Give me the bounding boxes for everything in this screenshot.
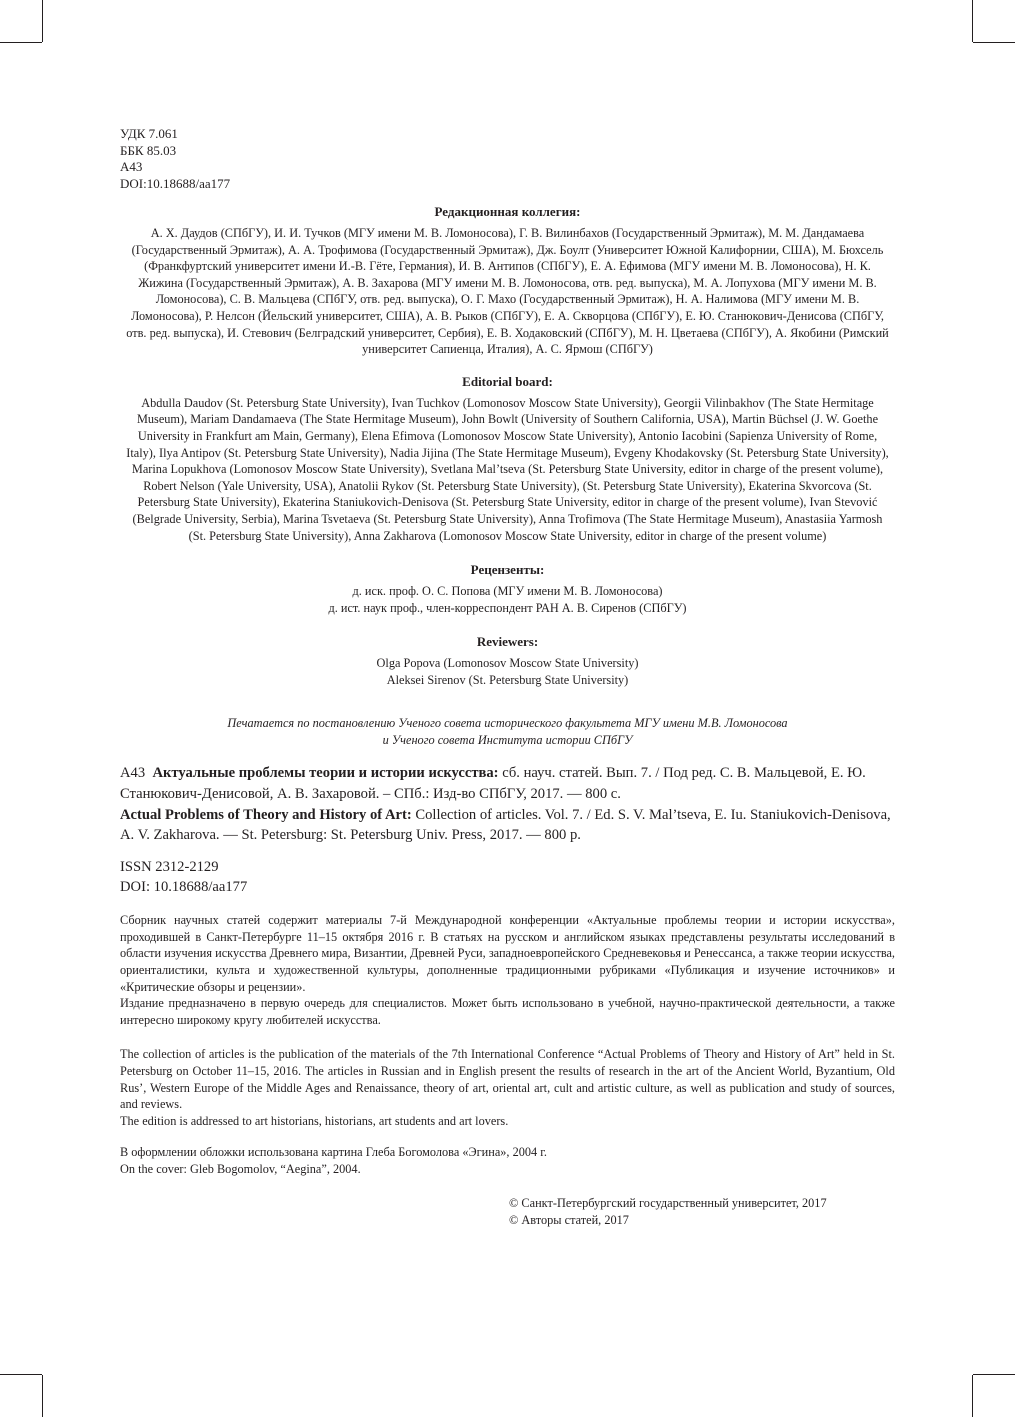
crop-mark-bottom-left-horizontal bbox=[0, 1374, 42, 1375]
abstract-en-paragraph-2: The edition is addressed to art historians, historians, art students and art lovers. bbox=[120, 1113, 509, 1128]
reviewer-ru-1: д. иск. проф. О. С. Попова (МГУ имени М. В. Ломоносова) bbox=[352, 584, 663, 599]
crop-mark-bottom-right-vertical bbox=[972, 1375, 973, 1417]
editorial-board-ru-title: Редакционная коллегия: bbox=[434, 204, 581, 219]
reviewers-ru-list bbox=[124, 583, 891, 616]
udc-code: УДК 7.061 bbox=[120, 126, 178, 141]
copyright-authors: © Авторы статей, 2017 bbox=[509, 1212, 629, 1227]
cover-credit-ru: В оформлении обложки использована картина Глеба Богомолова «Эгина», 2004 г. bbox=[120, 1145, 547, 1160]
crop-mark-bottom-left-vertical bbox=[42, 1375, 43, 1417]
reviewers-en-title: Reviewers: bbox=[476, 634, 539, 650]
issn-number: ISSN 2312-2129 bbox=[120, 859, 219, 876]
issn-block bbox=[120, 857, 895, 897]
crop-mark-top-right-horizontal bbox=[973, 42, 1015, 43]
classification-codes bbox=[120, 126, 895, 192]
copyright-university: © Санкт-Петербургский государственный университет, 2017 bbox=[509, 1195, 827, 1210]
publication-approval-note bbox=[120, 715, 895, 748]
abstract-en-paragraph-1: The collection of articles is the publication of the materials of the 7th International Conference “Actual Problems of Theory and History of Art” held in St. Petersburg on October 11–15, 2016. The articles in Russian and in English present the results of research in the art of the Ancient World, Byzantium, Old Rus’, Western Europe of the Middle Ages and Renaissance, theory of art, oriental art, cult and artistic culture, as well as publication and study of sources, and reviews. bbox=[120, 1047, 895, 1112]
biblio-code: А43 bbox=[120, 765, 146, 782]
cover-credit-en: On the cover: Gleb Bogomolov, “Aegina”, 2004. bbox=[120, 1161, 361, 1176]
editorial-board-en-list: Abdulla Daudov (St. Petersburg State University), Ivan Tuchkov (Lomonosov Moscow State University), Georgii Vilinbakhov (The State Hermitage Museum), Mariam Dandamaeva (The State Hermitage Museum), John Bowlt (University of Southern California, USA), Martin Büchsel (J. W. Goethe University in Frankfurt am Main, Germany), Elena Efimova (Lomonosov Moscow State University), Antonio Iacobini (Sapienza University of Rome, Italy), Ilya Antipov (St. Petersburg State University), Nadia Jijina (The State Hermitage Museum), Evgeny Khodakovsky (St. Petersburg State University), Marina Lopukhova (Lomonosov Moscow State University), Svetlana Mal’tseva (St. Petersburg State University, editor in charge of the present volume), Robert Nelson (Yale University, USA), Anatolii Rykov (St. Petersburg State University), (St. Petersburg State University), Ekaterina Skvorcova (St. Petersburg State University), Ekaterina Staniukovich-Denisova (St. Petersburg State University, editor in charge of the present volume), Ivan Stevović (Belgrade University, Serbia), Marina Tsvetaeva (St. Petersburg State University), Anna Trofimova (The State Hermitage Museum), Anastasiia Yarmosh (St. Petersburg State University), Anna Zakharova (Lomonosov Moscow State University, editor in charge of the present volume) bbox=[126, 395, 889, 543]
copyright-block bbox=[509, 1195, 895, 1229]
issn-doi: DOI: 10.18688/aa177 bbox=[120, 879, 248, 896]
biblio-en-details: Collection of articles. Vol. 7. / Ed. S. V. Mal’tseva, E. Iu. Staniukovich-Denisova, A. V. Zakharova. — St. Petersburg: St. Petersburg Univ. Press, 2017. — 800 p. bbox=[120, 806, 891, 844]
reviewer-en-1: Olga Popova (Lomonosov Moscow State University) bbox=[376, 656, 639, 671]
abstract-ru-paragraph-2: Издание предназначено в первую очередь для специалистов. Может быть использовано в учебной, научно-практической деятельности, а также интересно широкому кругу любителей искусства. bbox=[120, 996, 895, 1027]
crop-mark-top-right-vertical bbox=[972, 0, 973, 42]
author-mark: А43 bbox=[120, 159, 143, 174]
publication-note-line-2: и Ученого совета Института истории СПбГУ bbox=[382, 732, 633, 747]
abstract-en bbox=[120, 1046, 895, 1129]
abstract-ru-paragraph-1: Сборник научных статей содержит материалы 7-й Международной конференции «Актуальные проблемы теории и истории искусства», проходившей в Санкт-Петербурге 11–15 октября 2016 г. В статьях на русском и английском языках представлены результаты исследований в области изучения искусства Древнего мира, Византии, Древней Руси, западноевропейского Средневековья и Ренессанса, а также теории искусства, ориенталистики, культа и художественной культуры, дополненные традиционными рубриками «Публикация и изучение источников» и «Критические обзоры и рецензии». bbox=[120, 913, 895, 994]
biblio-ru bbox=[120, 763, 895, 805]
crop-mark-top-left-vertical bbox=[42, 0, 43, 42]
editorial-board-ru-list: А. Х. Даудов (СПбГУ), И. И. Тучков (МГУ имени М. В. Ломоносова), Г. В. Вилинбахов (Государственный Эрмитаж), М. М. Дандамаева (Государственный Эрмитаж), А. А. Трофимова (Государственный Эрмитаж), Дж. Боулт (Университет Южной Калифорнии, США), М. Бюхсель (Франкфуртский университет имени И.-В. Гёте, Германия), И. В. Антипов (СПбГУ), Е. А. Ефимова (МГУ имени М. В. Ломоносова), Н. К. Жижина (Государственный Эрмитаж), А. В. Захарова (МГУ имени М. В. Ломоносова, отв. ред. выпуска), М. А. Лопухова (МГУ имени М. В. Ломоносова), С. В. Мальцева (СПбГУ, отв. ред. выпуска), О. Г. Махо (Государственный Эрмитаж), Н. А. Налимова (МГУ имени М. В. Ломоносова), Р. Нелсон (Йельский университет, США), А. В. Рыков (СПбГУ), Е. А. Скворцова (СПбГУ), Е. Ю. Станюкович-Денисова (СПбГУ, отв. ред. выпуска), И. Стевович (Белградский университет, Сербия), Е. В. Ходаковский (СПбГУ), М. Н. Цветаева (СПбГУ), А. Якобини (Римский университет Сапиенца, Италия), А. С. Ярмош (СПбГУ) bbox=[126, 226, 889, 357]
editorial-board-en-title: Editorial board: bbox=[462, 373, 553, 389]
reviewer-en-2: Aleksei Sirenov (St. Petersburg State University) bbox=[386, 672, 629, 687]
biblio-en bbox=[120, 805, 895, 847]
reviewers-en-list bbox=[124, 655, 891, 688]
bbk-code: ББК 85.03 bbox=[120, 142, 177, 158]
imprint-page bbox=[120, 126, 895, 1229]
biblio-ru-details: сб. науч. статей. Вып. 7. / Под ред. С. В. Мальцевой, Е. Ю. Станюкович-Денисовой, А. В. Захаровой. – СПб.: Изд-во СПбГУ, 2017. — 800 с. bbox=[120, 765, 866, 802]
crop-mark-bottom-right-horizontal bbox=[973, 1374, 1015, 1375]
cover-credit bbox=[120, 1144, 895, 1177]
doi-code: DOI:10.18688/aa177 bbox=[120, 175, 231, 191]
biblio-ru-title: Актуальные проблемы теории и истории искусства: bbox=[152, 765, 499, 782]
reviewers-ru-title: Рецензенты: bbox=[470, 562, 545, 578]
abstract-ru bbox=[120, 912, 895, 1028]
biblio-en-title: Actual Problems of Theory and History of Art: bbox=[120, 806, 412, 823]
crop-mark-top-left-horizontal bbox=[0, 42, 42, 43]
publication-note-line-1: Печатается по постановлению Ученого совета исторического факультета МГУ имени М.В. Ломоносова bbox=[227, 716, 788, 731]
bibliographic-record bbox=[120, 763, 895, 846]
reviewer-ru-2: д. ист. наук проф., член-корреспондент РАН А. В. Сиренов (СПбГУ) bbox=[328, 600, 687, 615]
